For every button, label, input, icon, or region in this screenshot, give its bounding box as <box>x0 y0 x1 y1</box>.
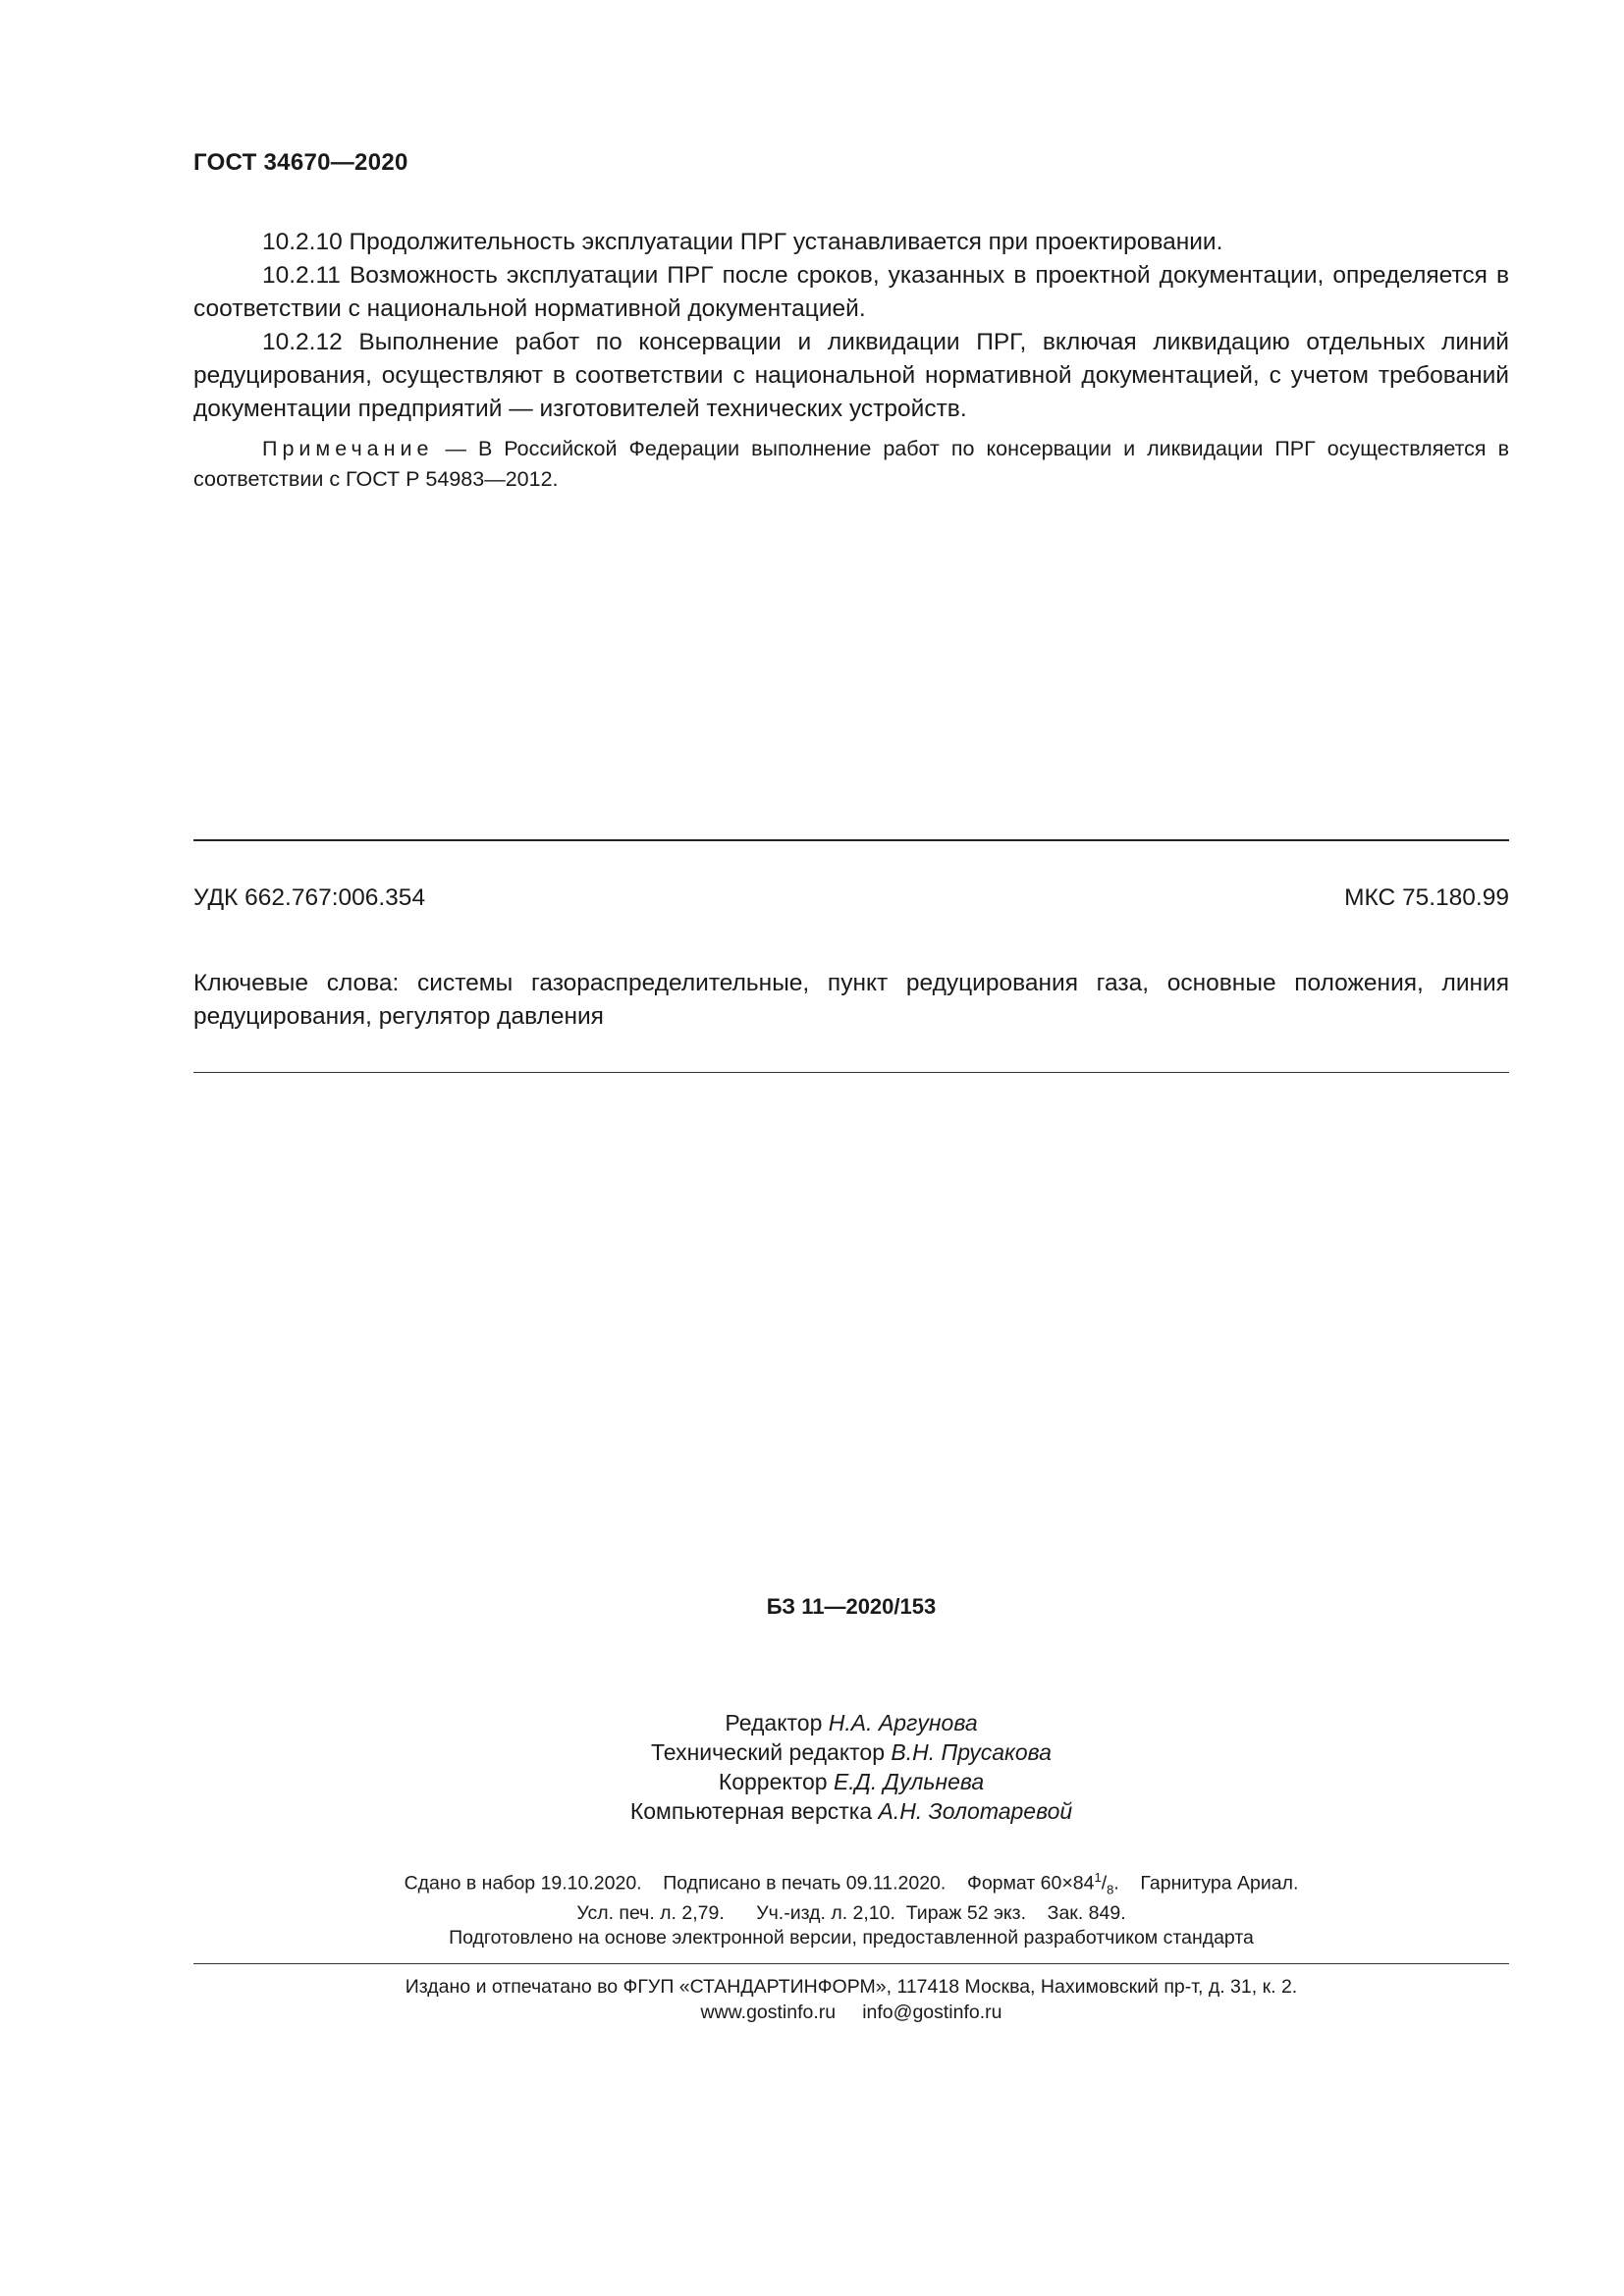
imprint <box>193 1865 1509 1950</box>
udk-code: УДК 662.767:006.354 <box>193 884 426 911</box>
credit-role: Корректор <box>718 1769 834 1794</box>
credit-name: Н.А. Аргунова <box>828 1710 978 1735</box>
imprint-line-1 <box>193 1865 1509 1901</box>
credit-role: Технический редактор <box>651 1739 892 1765</box>
imprint-text: . Гарнитура Ариал. <box>1113 1872 1299 1895</box>
mks-code: МКС 75.180.99 <box>1344 884 1509 911</box>
credit-corrector <box>193 1767 1509 1796</box>
publisher-address: Издано и отпечатано во ФГУП «СТАНДАРТИНФОРМ», 117418 Москва, Нахимовский пр-т, д. 31, к. 2. <box>405 1976 1298 1998</box>
credit-layout <box>193 1796 1509 1826</box>
divider-top <box>193 839 1509 841</box>
bz-number: БЗ 11—2020/153 <box>766 1594 937 1619</box>
format-fraction-numerator: 1 <box>1094 1870 1102 1885</box>
document-code: ГОСТ 34670—2020 <box>193 149 408 176</box>
credit-technical-editor <box>193 1737 1509 1767</box>
divider-imprint <box>193 1963 1509 1964</box>
credit-role: Редактор <box>725 1710 829 1735</box>
note-paragraph <box>193 434 1509 495</box>
credit-editor <box>193 1708 1509 1737</box>
note-label: Примечание <box>262 437 434 460</box>
credit-name: Е.Д. Дульнева <box>833 1769 985 1794</box>
divider-keywords <box>193 1072 1509 1073</box>
imprint-line-3: Подготовлено на основе электронной версии, предоставленной разработчиком стандарта <box>449 1927 1254 1949</box>
credit-name: В.Н. Прусакова <box>891 1739 1052 1765</box>
document-page <box>193 0 1509 2296</box>
note <box>193 434 1509 495</box>
paragraph-10-2-10: 10.2.10 Продолжительность эксплуатации ПРГ устанавливается при проектировании. <box>262 229 1223 255</box>
imprint-line-2: Усл. печ. л. 2,79. Уч.-изд. л. 2,10. Тираж 52 экз. Зак. 849. <box>576 1902 1126 1925</box>
imprint-text: Сдано в набор 19.10.2020. Подписано в печать 09.11.2020. Формат 60×84 <box>404 1872 1095 1895</box>
publisher-web: www.gostinfo.ru info@gostinfo.ru <box>700 2002 1002 2023</box>
publisher <box>193 1974 1509 2025</box>
paragraph-10-2-11: 10.2.11 Возможность эксплуатации ПРГ после сроков, указанных в проектной документации, определяется в соответствии с национальной нормативной документацией. <box>193 262 1509 322</box>
format-fraction-denominator: 8 <box>1107 1882 1114 1897</box>
body-text <box>193 226 1509 426</box>
note-text: — В Российской Федерации выполнение работ по консервации и ликвидации ПРГ осуществляется в соответствии с ГОСТ Р 54983—2012. <box>193 437 1509 491</box>
credits <box>193 1708 1509 1826</box>
credit-role: Компьютерная верстка <box>629 1798 879 1824</box>
keywords: Ключевые слова: системы газораспределительные, пункт редуцирования газа, основные положения, линия редуцирования, регулятор давления <box>193 970 1509 1030</box>
credit-name: А.Н. Золотаревой <box>878 1798 1073 1824</box>
format-fraction-slash: / <box>1101 1872 1108 1895</box>
paragraph-10-2-12: 10.2.12 Выполнение работ по консервации и ликвидации ПРГ, включая ликвидацию отдельных линий редуцирования, осуществляют в соответствии с национальной нормативной документацией, с учетом требований документации предприятий — изготовителей технических устройств. <box>193 329 1509 422</box>
